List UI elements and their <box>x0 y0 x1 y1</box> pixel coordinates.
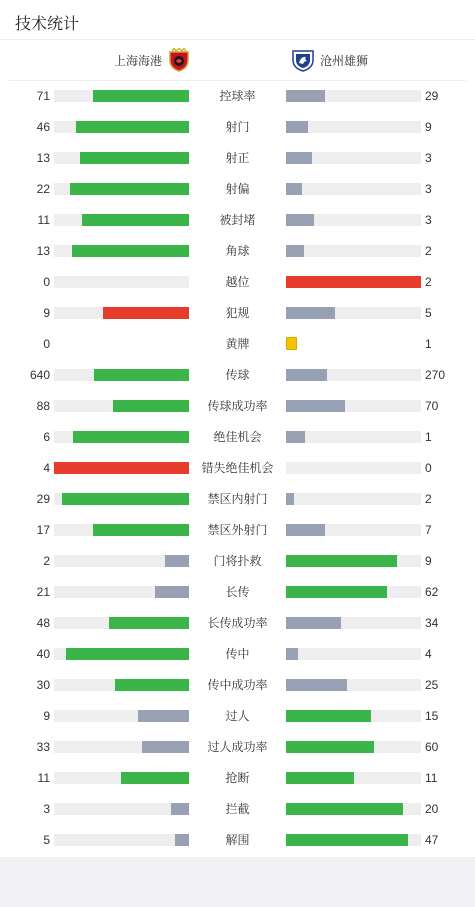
home-bar-track <box>54 493 189 505</box>
away-value: 1 <box>425 337 432 351</box>
away-value: 3 <box>425 213 432 227</box>
stat-label: 绝佳机会 <box>213 430 262 444</box>
home-value: 13 <box>36 151 50 165</box>
home-bar <box>54 462 189 474</box>
away-bar <box>286 772 354 784</box>
away-bar-track <box>286 524 421 536</box>
home-bar-track <box>54 772 189 784</box>
away-bar <box>286 524 325 536</box>
away-value: 34 <box>425 616 439 630</box>
stat-label: 禁区外射门 <box>207 523 268 537</box>
away-bar <box>286 183 302 195</box>
away-bar <box>286 369 327 381</box>
stat-label: 被封堵 <box>219 213 256 227</box>
stat-row <box>0 484 475 515</box>
away-bar-track <box>286 183 421 195</box>
away-bar-track <box>286 307 421 319</box>
home-value: 21 <box>36 585 50 599</box>
away-value: 5 <box>425 306 432 320</box>
stat-label: 传中成功率 <box>207 678 268 692</box>
stat-label: 过人 <box>225 709 250 723</box>
stat-label: 传球成功率 <box>207 399 268 413</box>
away-bar-track <box>286 400 421 412</box>
home-bar <box>121 772 189 784</box>
home-bar <box>155 586 189 598</box>
home-value: 3 <box>43 802 50 816</box>
home-bar-track <box>54 834 189 846</box>
home-value: 11 <box>37 771 50 785</box>
away-bar <box>286 555 397 567</box>
stat-label: 黄牌 <box>225 337 250 351</box>
away-value: 2 <box>425 275 432 289</box>
home-bar <box>82 214 189 226</box>
away-value: 0 <box>425 461 432 475</box>
home-bar-track <box>54 400 189 412</box>
home-bar <box>142 741 189 753</box>
home-bar <box>93 524 189 536</box>
home-value: 46 <box>36 120 50 134</box>
away-value: 29 <box>425 89 439 103</box>
away-bar <box>286 803 403 815</box>
away-bar <box>286 617 341 629</box>
home-bar-track <box>54 524 189 536</box>
home-bar-track <box>54 617 189 629</box>
shanghai-port-crest-icon <box>167 48 191 72</box>
home-value: 0 <box>43 275 50 289</box>
home-bar-track <box>54 648 189 660</box>
home-bar <box>175 834 189 846</box>
stat-label: 传球 <box>225 368 250 382</box>
away-bar <box>286 679 347 691</box>
home-bar-track <box>54 214 189 226</box>
stat-row <box>0 112 475 143</box>
stat-row <box>0 453 475 484</box>
stat-label: 射正 <box>225 151 250 165</box>
away-bar-track <box>286 462 421 474</box>
stat-row <box>0 546 475 577</box>
away-bar <box>286 741 374 753</box>
stat-label: 长传 <box>225 585 250 599</box>
home-bar-track <box>54 741 189 753</box>
stat-label: 长传成功率 <box>207 616 268 630</box>
away-bar-track <box>286 493 421 505</box>
away-bar <box>286 834 408 846</box>
home-value: 0 <box>43 337 50 351</box>
home-bar-track <box>54 245 189 257</box>
stat-row <box>0 732 475 763</box>
stats-list <box>0 81 475 856</box>
away-bar <box>286 431 305 443</box>
stat-row <box>0 794 475 825</box>
stat-row <box>0 329 475 360</box>
home-value: 11 <box>37 213 50 227</box>
stat-label: 控球率 <box>219 89 256 103</box>
away-value: 2 <box>425 492 432 506</box>
stat-label: 射偏 <box>225 182 250 196</box>
away-bar-track <box>286 648 421 660</box>
away-bar-track <box>286 741 421 753</box>
stat-row <box>0 360 475 391</box>
away-bar <box>286 276 421 288</box>
away-value: 60 <box>425 740 439 754</box>
home-bar <box>94 369 189 381</box>
stat-row <box>0 515 475 546</box>
home-bar <box>109 617 189 629</box>
home-bar-track <box>54 803 189 815</box>
away-value: 11 <box>425 771 438 785</box>
home-bar-track <box>54 183 189 195</box>
home-bar-track <box>54 555 189 567</box>
away-bar-track <box>286 276 421 288</box>
home-value: 22 <box>36 182 50 196</box>
stat-row <box>0 422 475 453</box>
teams-header <box>9 40 466 81</box>
home-value: 71 <box>36 89 50 103</box>
away-bar-track <box>286 617 421 629</box>
away-value: 15 <box>425 709 439 723</box>
home-value: 40 <box>36 647 50 661</box>
home-bar <box>73 431 189 443</box>
home-bar <box>113 400 189 412</box>
away-value: 20 <box>425 802 439 816</box>
home-bar-track <box>54 462 189 474</box>
home-bar-track <box>54 679 189 691</box>
away-bar-track <box>286 245 421 257</box>
stat-row <box>0 143 475 174</box>
home-bar-track <box>54 431 189 443</box>
home-bar-track <box>54 121 189 133</box>
home-value: 88 <box>36 399 50 413</box>
away-value: 9 <box>425 120 432 134</box>
stat-row <box>0 267 475 298</box>
away-bar <box>286 307 335 319</box>
stat-row <box>0 298 475 329</box>
stat-row <box>0 639 475 670</box>
home-value: 33 <box>36 740 50 754</box>
away-value: 3 <box>425 182 432 196</box>
stat-row <box>0 577 475 608</box>
home-value: 6 <box>43 430 50 444</box>
home-value: 2 <box>43 554 50 568</box>
home-bar-track <box>54 586 189 598</box>
home-value: 29 <box>36 492 50 506</box>
home-bar-track <box>54 369 189 381</box>
cangzhou-lions-crest-icon <box>291 48 315 72</box>
stat-row <box>0 670 475 701</box>
stat-label: 禁区内射门 <box>207 492 268 506</box>
away-value: 70 <box>425 399 439 413</box>
home-bar-track <box>54 276 189 288</box>
away-value: 1 <box>425 430 432 444</box>
away-value: 7 <box>425 523 432 537</box>
away-bar-track <box>286 586 421 598</box>
home-bar <box>70 183 189 195</box>
away-bar-track <box>286 834 421 846</box>
home-bar-track <box>54 710 189 722</box>
away-bar-track <box>286 214 421 226</box>
stat-label: 角球 <box>225 244 250 258</box>
away-value: 47 <box>425 833 439 847</box>
away-bar-track <box>286 369 421 381</box>
stat-row <box>0 763 475 794</box>
away-value: 2 <box>425 244 432 258</box>
away-bar <box>286 400 345 412</box>
away-bar <box>286 710 371 722</box>
stat-row <box>0 205 475 236</box>
stat-label: 过人成功率 <box>207 740 268 754</box>
stat-row <box>0 236 475 267</box>
away-team <box>291 48 368 72</box>
away-bar <box>286 648 298 660</box>
home-value: 9 <box>43 306 50 320</box>
away-value: 9 <box>425 554 432 568</box>
home-bar <box>66 648 189 660</box>
away-bar-track <box>286 555 421 567</box>
away-bar <box>286 586 387 598</box>
away-team-name: 沧州雄狮 <box>320 53 369 68</box>
home-bar <box>93 90 189 102</box>
stat-row <box>0 174 475 205</box>
away-value: 62 <box>425 585 439 599</box>
away-value: 25 <box>425 678 439 692</box>
home-value: 48 <box>36 616 50 630</box>
away-bar-track <box>286 90 421 102</box>
stat-row <box>0 81 475 112</box>
home-value: 5 <box>43 833 50 847</box>
away-bar-track <box>286 803 421 815</box>
home-bar-track <box>54 307 189 319</box>
stat-row <box>0 701 475 732</box>
home-team <box>114 48 191 72</box>
page-title: 技术统计 <box>15 16 80 33</box>
home-bar <box>138 710 189 722</box>
home-bar <box>165 555 189 567</box>
home-bar-track <box>54 152 189 164</box>
home-bar <box>76 121 189 133</box>
yellow-card-icon <box>286 337 297 350</box>
home-value: 13 <box>36 244 50 258</box>
away-value: 4 <box>425 647 432 661</box>
home-value: 9 <box>43 709 50 723</box>
home-value: 4 <box>43 461 50 475</box>
home-bar <box>103 307 189 319</box>
away-bar <box>286 493 294 505</box>
home-value: 17 <box>36 523 50 537</box>
away-value: 3 <box>425 151 432 165</box>
home-team-name: 上海海港 <box>113 53 162 68</box>
stat-label: 越位 <box>225 275 250 289</box>
away-bar <box>286 152 312 164</box>
stat-label: 射门 <box>225 120 250 134</box>
home-bar <box>171 803 189 815</box>
stat-label: 错失绝佳机会 <box>201 461 274 475</box>
stat-label: 解围 <box>225 833 250 847</box>
home-bar-track <box>54 90 189 102</box>
home-value: 640 <box>29 368 50 382</box>
away-bar <box>286 90 325 102</box>
stat-label: 犯规 <box>225 306 250 320</box>
away-bar <box>286 245 304 257</box>
stat-row <box>0 825 475 856</box>
stat-row <box>0 391 475 422</box>
away-bar <box>286 121 308 133</box>
stat-row <box>0 608 475 639</box>
home-bar <box>62 493 189 505</box>
stat-label: 拦截 <box>225 802 250 816</box>
home-value: 30 <box>36 678 50 692</box>
away-bar <box>286 214 314 226</box>
title-bar <box>0 0 475 40</box>
away-bar-track <box>286 679 421 691</box>
away-bar-track <box>286 772 421 784</box>
home-bar <box>80 152 189 164</box>
away-bar-track <box>286 121 421 133</box>
home-bar <box>72 245 189 257</box>
stat-label: 抢断 <box>225 771 250 785</box>
home-bar <box>115 679 189 691</box>
away-bar-track <box>286 152 421 164</box>
away-bar-track <box>286 431 421 443</box>
stat-label: 门将扑救 <box>213 554 262 568</box>
away-bar-track <box>286 710 421 722</box>
stat-label: 传中 <box>225 647 250 661</box>
away-value: 270 <box>425 368 446 382</box>
